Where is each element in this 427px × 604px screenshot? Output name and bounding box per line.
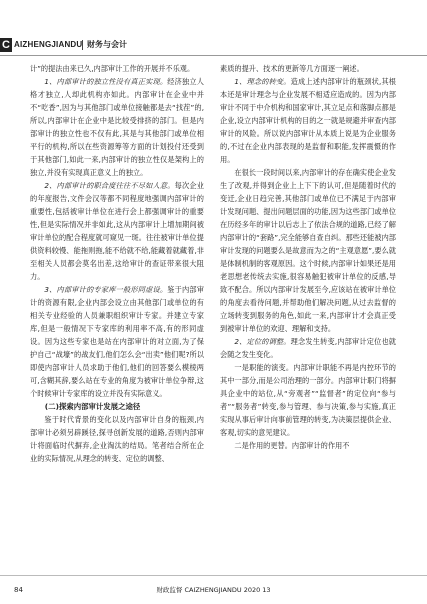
body-paragraph: [30, 62, 204, 75]
page-number: 84: [14, 586, 23, 594]
section-title: 财务与会计: [87, 40, 127, 49]
paragraph-text: 理念发生转变,内部审计定位也就会随之发生变化。: [220, 337, 396, 359]
paragraph-text: 每次企业的年度报告,文件会汉等都不同程度地强调内部审计的重要性,包括被审计单位在进行会上都强调审计的重要性,但是实际情况并非如此,这从内部审计上增加期间被审计单位的配合程度就可窥见一斑。往往被审计单位提供资料较慢、能拖则拖,能不给就不给,能藏着就藏着,非至相关人员都会莫名出差,这给审计的查证带来很大阻力。: [30, 181, 204, 281]
paragraph-text: 一是职能的演变。内部审计职能不再是内控环节的其中一部分,而是公司治理的一部分。内部审计职门将摒具企业中的站位,从“旁观者”“监督者”的定位向“参与者”“服务者”转变,参与管理、参与决策,参与实施,真正实现从事后审计向事前管理的转变,为决策层提供企业、客观,切实的意见建议。: [220, 363, 396, 437]
body-paragraph: [30, 283, 204, 400]
header-divider: [82, 40, 83, 50]
body-paragraph: [220, 62, 396, 75]
paragraph-lead-phrase: 3、内部审计的专家库一般形同虚设。: [44, 285, 168, 294]
paragraph-text: 在很长一段时间以来,内部审计的存在确实使企业发生了改观,并得到企业上上下下的认可,但是随着时代的变迁,企业日趋完善,其他部门或单位已不满足于内部审计发现问题、提出问题层面的功能,因为这些部门或单位在历经多年的审计以后志上了依法合规的道路,已经了解内部审计的“套路”,完全能够自查自纠。那些还能被内部审计发现的问题要么是故意而为之的“主观意愿”,要么就是体制机制的客观原因。这个时候,内部审计如果还是用老思想老传统去实施,很容易触犯被审计单位的反感,导致不配合。所以内部审计发展至今,应该站在被审计单位的角度去看待问题,并帮助他们解决问题,从过去监督的立场转变到服务的角色,如此一来,内部审计才会真正受到被审计单位的欢迎、理解和支持。: [220, 168, 396, 333]
footer-journal: 财政监督 CAIZHENGJIANDU 2020 13: [156, 586, 271, 594]
paragraph-text: 二是作用的更替。内部审计的作用不: [234, 441, 350, 450]
body-paragraph: [30, 413, 204, 465]
brand-letter: C: [2, 39, 10, 51]
footer-rule: [0, 575, 427, 576]
header-rule: [0, 55, 427, 56]
brand-logo-box: [0, 38, 12, 52]
right-column: [220, 62, 396, 572]
paragraph-text: 素质的提升、技术的更新等几方面逐一阐述。: [220, 64, 364, 73]
paragraph-lead-phrase: 2、定位的调整。: [234, 337, 291, 346]
left-column: [30, 62, 204, 572]
paragraph-lead-phrase: 1、内部审计的独立性没有真正实现。: [44, 77, 168, 86]
paragraph-lead-phrase: 2、内部审计的职合度往往不尽如人意。: [44, 181, 175, 190]
paragraph-text: 鉴于内部审计的资源有限,企业内部会设立由其他部门或单位的有相关专业经验的人员兼职组织审计专家。并建立专家库,但是一般情况下专家库的利用率不高,有的形同虚设。因为这些专家也是站在内部审计的对立面,为了保护自己“战壕”的战友们,他们怎么会“出卖”他们呢?所以即使内部审计人员求助于他们,他们的回答要么模棱两可,含糊其辞,要么站在专业的角度为被审计单位争辩,这个时候审计专家库的设立并没有实际意义。: [30, 285, 204, 398]
subsection-heading: (二)探索内部审计发展之途径: [44, 402, 141, 411]
page-header: [0, 38, 427, 52]
paragraph-text: 经济独立人格才独立,人却此机构亦如此。内部审计在企业中并不“吃香”,因为与其他部门或单位接触都是去“找茬”的,所以,内部审计在企业中是比较受排挤的部门。但是内部审计的独立性也不仅有此,其是与其他部门或单位相平行的机构,所以在些资源筹等方面的计划投付还受到于其他部门,如此一来,内部审计的独立性仅是架构上的独立,并没有实现真正意义上的独立。: [30, 77, 204, 177]
body-paragraph: [220, 75, 396, 166]
body-paragraph: [30, 75, 204, 179]
body-paragraph: [220, 166, 396, 335]
paragraph-text: 造成上述内部审计的瓶颈状,其根本还是审计理念与企业发展不相适应造成的。因为内部审计不同于中介机构和国家审计,其立足点和落脚点都是企业,设立内部审计机构的目的之一就是规避并审查内部审计的风险。所以说内部审计从本质上说是为企业服务的,不过在企业内部表现的是监督和职能,发挥震慑的作用。: [220, 77, 396, 164]
brand-name: AIZHENGJIANDU: [14, 40, 83, 49]
body-paragraph: [30, 179, 204, 283]
paragraph-lead-phrase: 1、理念的转变。: [234, 77, 291, 86]
paragraph-text: 计”的提法由来已久,内部审计工作的开展并不乐观。: [30, 64, 195, 73]
body-paragraph: [220, 361, 396, 439]
body-paragraph: [220, 335, 396, 361]
paragraph-text: 鉴于时代背景的变化以及内部审计自身的瓶颈,内部审计必须另辟蹊径,探寻创新发展的道路,否则内部审计将面临时代摒弃,企业淘汰的结局。笔者结合所在企业的实际情况,从理念的转变、定位的调整、: [30, 415, 204, 463]
body-paragraph: [220, 439, 396, 452]
